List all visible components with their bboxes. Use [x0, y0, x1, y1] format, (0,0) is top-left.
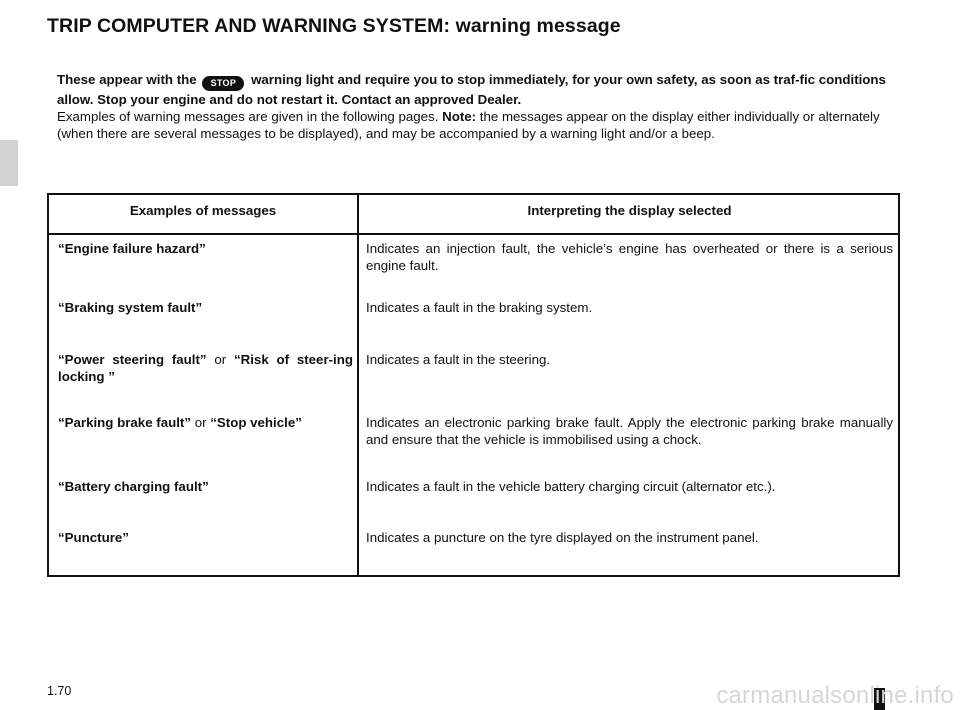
- column-divider: [357, 195, 359, 575]
- note-label: Note:: [442, 109, 477, 124]
- warning-messages-table: [47, 193, 900, 577]
- header-divider: [49, 233, 898, 235]
- row-message: [58, 414, 353, 431]
- row-message-a: “Parking brake fault”: [58, 415, 192, 430]
- row-description: Indicates an electronic parking brake fault. Apply the electronic parking brake manually and ensure that the vehicle is immobilised using a chock.: [366, 415, 893, 447]
- stop-warning-light-icon: STOP: [202, 76, 244, 91]
- row-message: “Battery charging fault”: [58, 479, 209, 494]
- chapter-tab-marker: [0, 140, 18, 186]
- row-description: Indicates a puncture on the tyre displayed on the instrument panel.: [366, 530, 759, 545]
- intro-bold-after: warning light and require you to stop immediately, for your own safety, as soon as traf-fic conditions allow. Stop your engine and do not restart it. Contact an approved Dealer.: [57, 72, 886, 107]
- intro-paragraph: [57, 71, 897, 142]
- row-description: Indicates a fault in the braking system.: [366, 300, 593, 315]
- watermark: carmanualsonline.info: [716, 682, 954, 709]
- row-description: Indicates a fault in the steering.: [366, 352, 551, 367]
- row-description: Indicates an injection fault, the vehicle’s engine has overheated or there is a serious engine fault.: [366, 241, 893, 273]
- row-message-a: “Power steering fault”: [58, 352, 207, 367]
- intro-bold-before: These appear with the: [57, 72, 197, 87]
- page-title: TRIP COMPUTER AND WARNING SYSTEM: warning message: [47, 15, 621, 37]
- row-message: “Braking system fault”: [58, 300, 203, 315]
- row-message-connector: or: [214, 352, 227, 367]
- row-message: “Engine failure hazard”: [58, 241, 206, 256]
- row-message: “Puncture”: [58, 530, 129, 545]
- row-message-b: “Risk of steer-ing locking ”: [58, 352, 353, 384]
- row-message-connector: or: [194, 415, 207, 430]
- note-text: the messages appear on the display either individually or alternately (when there are several messages to be displayed), and may be accompanied by a warning light and/or a beep.: [57, 109, 880, 141]
- intro-note-text: [57, 108, 897, 142]
- row-description: Indicates a fault in the vehicle battery charging circuit (alternator etc.).: [366, 479, 776, 494]
- intro-examples-text: Examples of warning messages are given in the following pages.: [57, 109, 439, 124]
- header-interpreting-display: Interpreting the display selected: [527, 203, 732, 218]
- page-number: 1.70: [47, 684, 72, 698]
- row-message-b: “Stop vehicle”: [210, 415, 302, 430]
- intro-warning-text: [57, 71, 897, 108]
- row-message: [58, 351, 353, 385]
- header-examples-of-messages: Examples of messages: [129, 203, 277, 218]
